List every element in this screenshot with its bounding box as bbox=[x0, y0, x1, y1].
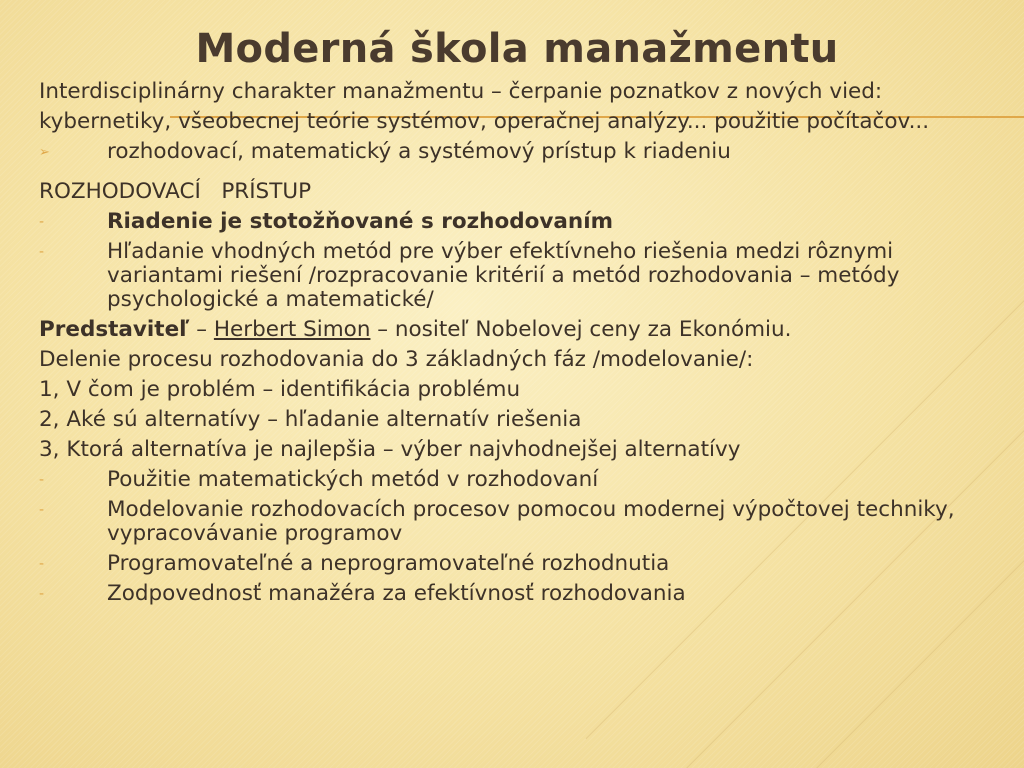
representative-label: Predstaviteľ bbox=[39, 317, 190, 342]
bullet-item bbox=[39, 240, 999, 312]
dash-bullet-icon: - bbox=[39, 472, 45, 488]
paragraph: Delenie procesu rozhodovania do 3 základných fáz /modelovanie/: bbox=[39, 347, 754, 372]
bullet-item bbox=[39, 468, 999, 492]
bullet-text: Modelovanie rozhodovacích procesov pomocou modernej výpočtovej techniky, vypracovávanie programov bbox=[107, 497, 955, 546]
bullet-item bbox=[39, 210, 999, 234]
text-separator: – bbox=[189, 317, 214, 342]
bullet-text: Riadenie je stotožňované s rozhodovaním bbox=[107, 209, 613, 234]
slide-title: Moderná škola manažmentu bbox=[195, 26, 839, 72]
dash-bullet-icon: - bbox=[39, 586, 45, 602]
paragraph: 2, Aké sú alternatívy – hľadanie alternatív riešenia bbox=[39, 407, 582, 432]
heading-word: ROZHODOVACÍ bbox=[39, 179, 201, 204]
paragraph: Interdisciplinárny charakter manažmentu – čerpanie poznatkov z nových vied: bbox=[39, 79, 883, 104]
text-rest: – nositeľ Nobelovej ceny za Ekonómiu. bbox=[370, 317, 792, 342]
paragraph bbox=[39, 318, 999, 342]
slide-content bbox=[39, 80, 999, 612]
bullet-item bbox=[39, 582, 999, 606]
dash-bullet-icon: - bbox=[39, 244, 45, 260]
dash-bullet-icon: - bbox=[39, 214, 45, 230]
dash-bullet-icon: - bbox=[39, 556, 45, 572]
bullet-text: Zodpovednosť manažéra za efektívnosť rozhodovania bbox=[107, 581, 686, 606]
paragraph: kybernetiky, všeobecnej teórie systémov, operačnej analýzy... použitie počítačov... bbox=[39, 109, 930, 134]
bullet-item bbox=[39, 552, 999, 576]
heading-gap bbox=[201, 179, 222, 204]
herbert-simon-link[interactable]: Herbert Simon bbox=[213, 317, 371, 342]
bullet-text: Použitie matematických metód v rozhodovaní bbox=[107, 467, 599, 492]
arrow-bullet-icon: ➢ bbox=[39, 145, 50, 160]
paragraph: 1, V čom je problém – identifikácia problému bbox=[39, 377, 521, 402]
bullet-text: Hľadanie vhodných metód pre výber efektívneho riešenia medzi rôznymi variantami riešení /rozpracovanie kritérií a metód rozhodovania – metódy psychologické a matematické/ bbox=[107, 239, 900, 312]
bullet-item bbox=[39, 140, 999, 164]
section-heading bbox=[39, 180, 999, 204]
dash-bullet-icon: - bbox=[39, 502, 45, 518]
heading-word: PRÍSTUP bbox=[221, 179, 312, 204]
bullet-text: rozhodovací, matematický a systémový prístup k riadeniu bbox=[107, 139, 731, 164]
bullet-item bbox=[39, 498, 999, 546]
bullet-text: Programovateľné a neprogramovateľné rozhodnutia bbox=[107, 551, 670, 576]
paragraph: 3, Ktorá alternatíva je najlepšia – výber najvhodnejšej alternatívy bbox=[39, 437, 741, 462]
